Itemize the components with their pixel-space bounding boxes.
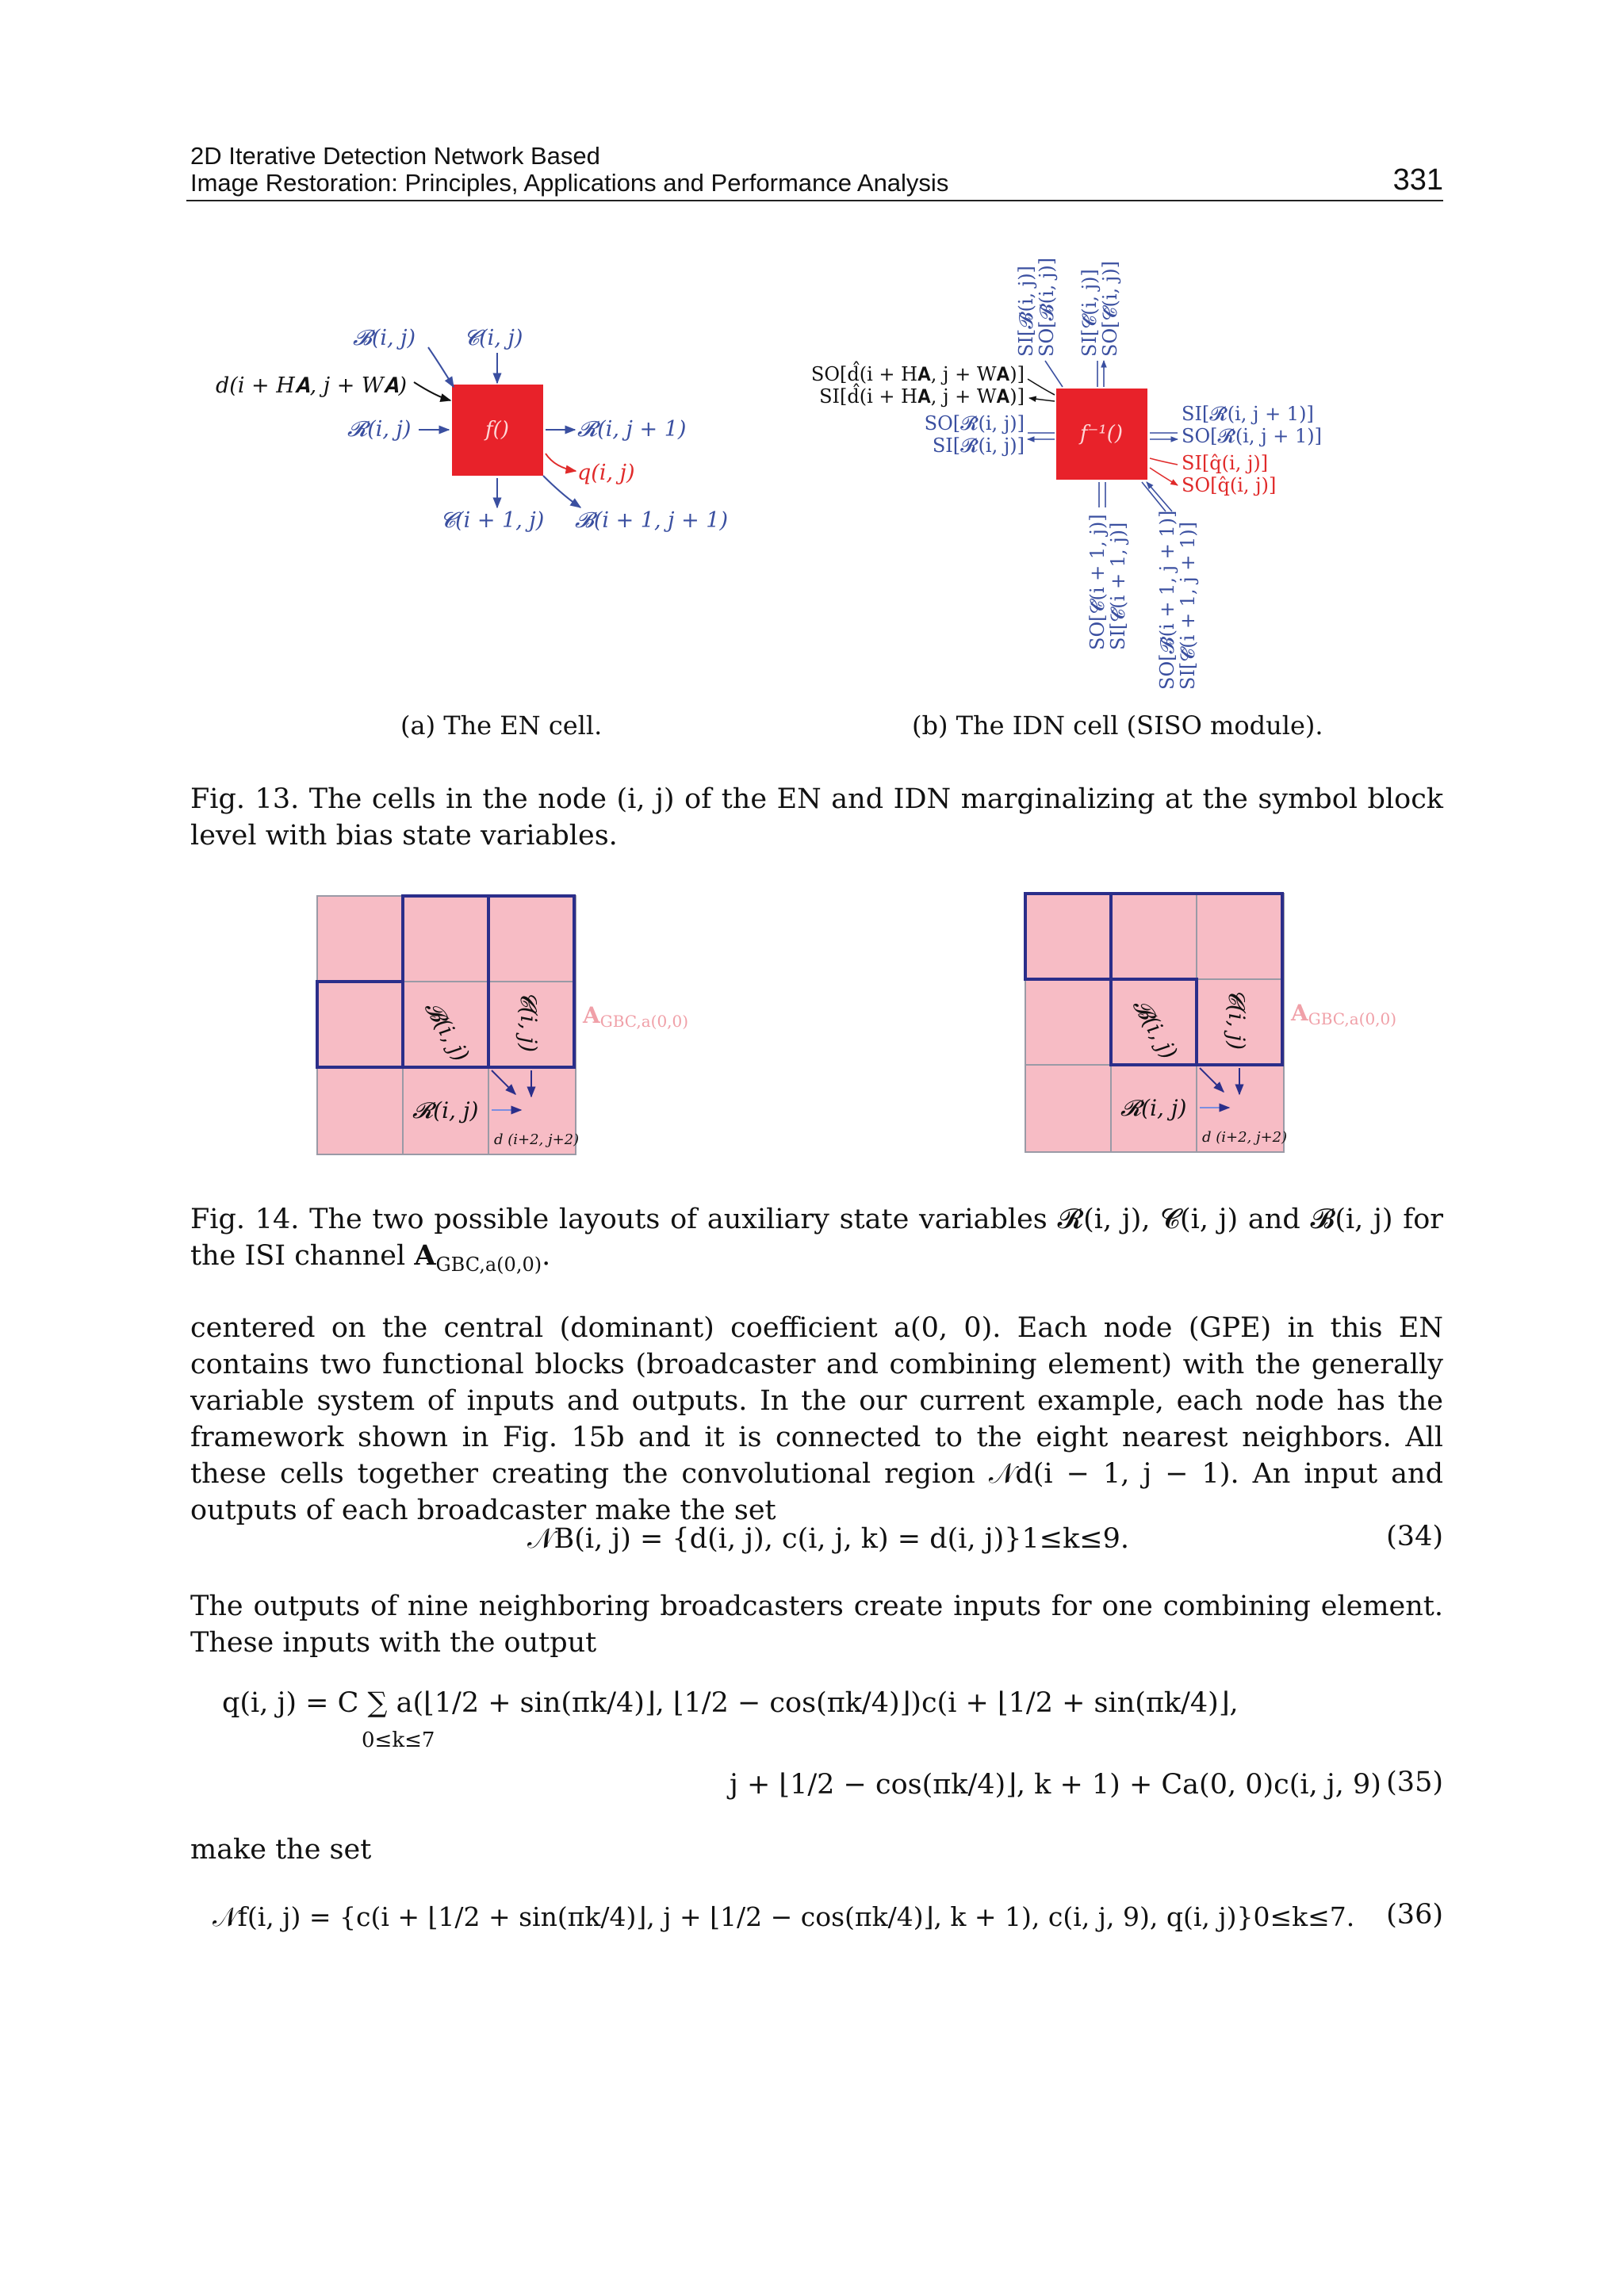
top-label-4: SO[𝓒̂(i, j)] xyxy=(1099,261,1121,357)
label-C-right: 𝓒(i, j) xyxy=(1224,989,1250,1051)
fig13-caption: Fig. 13. The cells in the node (i, j) of the EN and IDN marginalizing at the symbol block level with bias state variables. xyxy=(190,783,1443,852)
header-rule xyxy=(186,200,1443,201)
fig14-caption: Fig. 14. The two possible layouts of auxiliary state variables 𝓡(i, j), 𝓒(i, j) and 𝓑(i, j) for the ISI channel $A_{GBC,a(0,0)}$. xyxy=(190,1204,1443,1276)
running-header xyxy=(190,143,1443,197)
left-arrows-blue xyxy=(1028,433,1055,439)
equation-34: 𝒩B(i, j) = {d(i, j), c(i, j, k) = d(i, j)}1≤k≤9. xyxy=(527,1523,1130,1555)
right-arrows-blue xyxy=(1150,433,1178,439)
arrow-B-in xyxy=(428,347,454,387)
bottom-label-3: SO[𝓑̂(i + 1, j + 1)] xyxy=(1156,510,1178,690)
label-B-in: 𝓑(i, j) xyxy=(353,326,416,350)
left-label-3: SO[𝓡̂(i, j)] xyxy=(924,412,1025,434)
left-label-2: SI[d̂(i + H𝐀, j + W𝐀)] xyxy=(819,385,1025,408)
label-R-out: 𝓡(i, j + 1) xyxy=(577,417,687,442)
bottom-label-1: SO[𝓒̂(i + 1, j)] xyxy=(1086,514,1109,650)
left-label-4: SI[𝓡̂(i, j)] xyxy=(932,434,1025,457)
right-label-1: SI[𝓡̂(i, j + 1)] xyxy=(1182,403,1314,425)
paragraph-1: centered on the central (dominant) coefficient a(0, 0). Each node (GPE) in this EN contains two functional blocks (broadcaster and combining element) with the generally variable system of inputs and outputs. In the our current example, each node has the framework shown in Fig. 15b and it is connected to the eight nearest neighbors. All these cells together creating the convolutional region 𝒩d(i − 1, j − 1). An input and outputs of each broadcaster make the set xyxy=(190,1312,1443,1526)
label-B-out: 𝓑(i + 1, j + 1) xyxy=(575,508,728,533)
fig13b-idn-cell xyxy=(793,254,1396,698)
f-block-label: f() xyxy=(485,418,509,442)
bottom-arrows xyxy=(1099,482,1172,511)
fig13-subcaption-a: (a) The EN cell. xyxy=(400,710,603,741)
fig13a-en-cell xyxy=(206,317,761,555)
equation-36: 𝒩f(i, j) = {c(i + ⌊1/2 + sin(πk/4)⌋, j + ⌊1/2 − cos(πk/4)⌋, k + 1), c(i, j, 9), q(i, j)}0≤k≤7. xyxy=(213,1901,1355,1932)
fig14-layout-right xyxy=(1021,890,1434,1167)
bottom-label-2: SI[𝓒̂(i + 1, j)] xyxy=(1107,522,1129,650)
fig13-subcaption-b: (b) The IDN cell (SISO module). xyxy=(912,710,1323,741)
equation-36-number: (36) xyxy=(1386,1899,1443,1931)
top-label-1: SI[𝓑̂(i, j)] xyxy=(1015,266,1037,357)
label-R-right: 𝓡(i, j) xyxy=(1120,1095,1187,1121)
label-d-in: d(i + H𝐀, j + W𝐀) xyxy=(216,373,408,398)
header-line-1: 2D Iterative Detection Network Based xyxy=(190,142,600,170)
label-R: 𝓡(i, j) xyxy=(412,1097,479,1124)
header-line-2: Image Restoration: Principles, Applications and Performance Analysis xyxy=(190,169,949,197)
label-q-out: q(i, j) xyxy=(577,461,635,485)
top-label-3: SI[𝓒̂(i, j)] xyxy=(1078,269,1101,357)
label-C-in: 𝓒(i, j) xyxy=(464,326,523,350)
top-arrows xyxy=(1045,361,1104,387)
fig14-layout-left xyxy=(313,892,726,1169)
label-C-out: 𝓒(i + 1, j) xyxy=(440,508,545,533)
label-d-right: d (i+2, j+2) xyxy=(1202,1129,1288,1146)
left-label-1: SO[d̂(i + H𝐀, j + W𝐀)] xyxy=(810,363,1025,385)
left-arrows-black xyxy=(1028,379,1055,401)
equation-35-line-2: j + ⌊1/2 − cos(πk/4)⌋, k + 1) + Ca(0, 0)c(i, j, 9) xyxy=(730,1769,1381,1801)
arrow-d-in xyxy=(414,382,450,400)
arrow-B-out xyxy=(543,476,580,507)
label-C: 𝓒(i, j) xyxy=(515,991,542,1053)
top-label-2: SO[𝓑̂(i, j)] xyxy=(1036,257,1058,357)
f-inverse-label: f⁻¹() xyxy=(1079,422,1124,446)
label-A: AGBC,a(0,0) xyxy=(583,1002,689,1031)
label-B-right: 𝓑(i, j) xyxy=(1127,994,1183,1064)
page-number: 331 xyxy=(1392,163,1443,197)
equation-35-line-1: q(i, j) = C ∑ a(⌊1/2 + sin(πk/4)⌋, ⌊1/2 − cos(πk/4)⌋)c(i + ⌊1/2 + sin(πk/4)⌋, xyxy=(222,1687,1239,1719)
equation-35-sum-range: 0≤k≤7 xyxy=(362,1728,435,1752)
right-label-2: SO[𝓡̂(i, j + 1)] xyxy=(1182,425,1322,447)
equation-35-number: (35) xyxy=(1386,1767,1443,1798)
label-d: d (i+2, j+2) xyxy=(494,1131,580,1148)
label-B: 𝓑(i, j) xyxy=(419,997,475,1066)
arrow-q-out xyxy=(546,454,576,471)
equation-34-number: (34) xyxy=(1386,1521,1443,1552)
bottom-label-4: SI[𝓒̂(i + 1, j + 1)] xyxy=(1177,521,1199,690)
paragraph-3: make the set xyxy=(190,1834,372,1866)
right-label-3: SI[q̂(i, j)] xyxy=(1182,452,1269,474)
right-label-4: SO[q̂(i, j)] xyxy=(1182,474,1277,496)
paragraph-2: The outputs of nine neighboring broadcasters create inputs for one combining element. These inputs with the output xyxy=(190,1591,1443,1659)
label-A-right: AGBC,a(0,0) xyxy=(1291,1000,1397,1028)
right-arrows-red xyxy=(1150,458,1178,485)
label-R-in: 𝓡(i, j) xyxy=(347,417,412,442)
